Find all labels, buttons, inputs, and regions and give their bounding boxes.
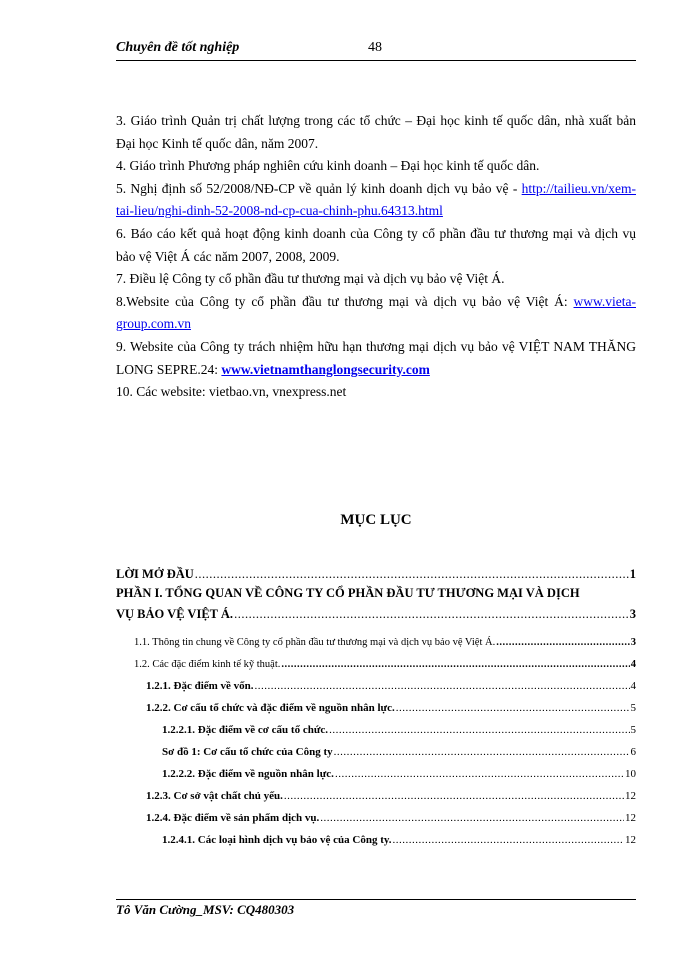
toc-entry-text: 1.2. Các đặc điểm kinh tế kỹ thuật. — [134, 659, 281, 670]
toc-leader — [195, 567, 629, 582]
toc-page-number: 6 — [630, 746, 636, 758]
header-divider — [116, 60, 636, 61]
toc-entry[interactable] — [116, 758, 636, 780]
toc-leader — [396, 702, 630, 714]
toc-entry-text: VỤ BẢO VỆ VIỆT Á. — [116, 607, 234, 621]
toc-entry[interactable] — [116, 714, 636, 736]
toc-entry[interactable] — [116, 626, 636, 648]
toc-page-number: 12 — [625, 834, 636, 846]
toc-page-number: 12 — [625, 812, 636, 824]
reference-item — [116, 155, 636, 178]
footer-divider — [116, 899, 636, 900]
reference-text: 10. Các website: vietbao.vn, vnexpress.net — [116, 384, 347, 400]
toc-entry-text: 1.2.2.1. Đặc điểm về cơ cấu tổ chức. — [162, 724, 329, 736]
reference-link[interactable]: www.vieta-group.com.vn — [116, 293, 636, 332]
toc-entry[interactable] — [116, 582, 636, 626]
page-header — [116, 40, 636, 62]
toc-entry-text: 1.2.1. Đặc điểm về vốn. — [146, 680, 254, 692]
toc-entry[interactable] — [116, 648, 636, 670]
toc-page-number: 1 — [629, 567, 636, 581]
toc-entry-text: 1.1. Thông tin chung về Công ty cổ phần đầu tư thương mại và dịch vụ bảo vệ Việt Á. — [134, 637, 496, 648]
toc-entry[interactable] — [116, 736, 636, 758]
toc-page-number: 4 — [630, 659, 636, 670]
toc-entry-text: Sơ đồ 1: Cơ cấu tổ chức của Công ty — [162, 746, 333, 758]
toc-entry-continuation — [116, 604, 636, 626]
reference-item — [116, 291, 636, 336]
reference-item — [116, 268, 636, 291]
reference-text: 5. Nghị định số 52/2008/NĐ-CP về quản lý kinh doanh dịch vụ bảo vệ - — [116, 180, 522, 196]
toc-entry[interactable] — [116, 802, 636, 824]
toc-entry-text: 1.2.3. Cơ sở vật chất chủ yếu. — [146, 790, 283, 802]
toc-page-number: 5 — [630, 724, 636, 736]
page-number: 48 — [368, 40, 382, 55]
reference-text: 9. Website của Công ty trách nhiệm hữu hạn thương mại dịch vụ bảo vệ VIỆT NAM THĂNG LONG SEPRE.24: — [116, 338, 636, 377]
toc-entry-text: 1.2.4.1. Các loại hình dịch vụ bảo vệ của Công ty. — [162, 834, 392, 846]
reference-link[interactable]: http://tailieu.vn/xem-tai-lieu/nghi-dinh-52-2008-nd-cp-cua-chinh-phu.64313.html — [116, 180, 636, 219]
toc-entry[interactable] — [116, 670, 636, 692]
reference-text: 3. Giáo trình Quản trị chất lượng trong các tổ chức – Đại học kinh tế quốc dân, nhà xuất bản Đại học Kinh tế quốc dân, năm 2007. — [116, 113, 636, 151]
toc-page-number: 3 — [630, 637, 636, 648]
toc-entry-text: 1.2.4. Đặc điểm về sản phẩm dịch vụ. — [146, 812, 320, 824]
toc-title: MỤC LỤC — [340, 512, 412, 528]
document-title: Chuyên đề tốt nghiệp — [116, 40, 240, 55]
toc-leader — [496, 637, 630, 648]
reference-text: 7. Điều lệ Công ty cổ phần đầu tư thương mại và dịch vụ bảo vệ Việt Á. — [116, 271, 505, 287]
page-footer: Tô Văn Cường_MSV: CQ480303 — [116, 902, 295, 917]
toc-page-number: 5 — [630, 702, 636, 714]
toc-page-number: 3 — [629, 607, 636, 621]
reference-text: 8.Website của Công ty cổ phần đầu tư thương mại và dịch vụ bảo vệ Việt Á: — [116, 293, 574, 309]
toc-entry[interactable] — [116, 560, 636, 582]
table-of-contents — [116, 560, 636, 846]
toc-entry[interactable] — [116, 692, 636, 714]
toc-entry[interactable] — [116, 780, 636, 802]
reference-item — [116, 110, 636, 155]
toc-entry-text: LỜI MỞ ĐẦU — [116, 567, 194, 581]
reference-text: 4. Giáo trình Phương pháp nghiên cứu kinh doanh – Đại học kinh tế quốc dân. — [116, 158, 540, 174]
toc-page-number: 12 — [625, 790, 636, 802]
reference-item — [116, 381, 636, 404]
toc-leader — [281, 659, 629, 670]
reference-item — [116, 336, 636, 381]
toc-page-number: 10 — [625, 768, 636, 780]
reference-item — [116, 178, 636, 223]
toc-entry-text: PHẦN I. TỔNG QUAN VỀ CÔNG TY CỔ PHẦN ĐẦU TƯ THƯƠNG MẠI VÀ DỊCH — [116, 586, 580, 600]
toc-leader — [329, 724, 629, 736]
toc-leader — [284, 790, 624, 802]
reference-link[interactable]: www.vietnamthanglongsecurity.com — [221, 361, 430, 377]
toc-entry-text: 1.2.2. Cơ cấu tổ chức và đặc điểm về nguồn nhân lực. — [146, 702, 395, 714]
toc-leader — [393, 834, 624, 846]
toc-leader — [334, 746, 630, 758]
toc-entry-text: 1.2.2.2. Đặc điểm về nguồn nhân lực. — [162, 768, 334, 780]
reference-text: 6. Báo cáo kết quả hoạt động kinh doanh của Công ty cổ phần đầu tư thương mại và dịch vụ bảo vệ Việt Á các năm 2007, 2008, 2009. — [116, 225, 636, 264]
toc-leader — [255, 680, 630, 692]
toc-leader — [234, 604, 629, 626]
toc-leader — [320, 812, 624, 824]
toc-entry[interactable] — [116, 824, 636, 846]
reference-item — [116, 223, 636, 268]
reference-list — [116, 110, 636, 404]
toc-leader — [335, 768, 624, 780]
toc-page-number: 4 — [630, 680, 636, 692]
